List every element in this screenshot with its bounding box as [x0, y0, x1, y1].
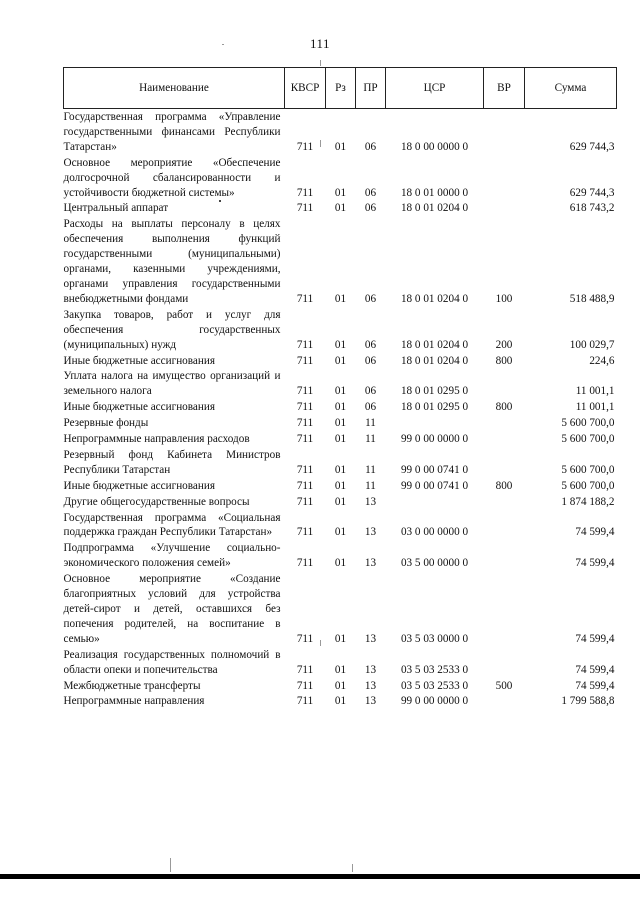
cell-sum: 618 743,2: [569, 202, 615, 215]
cell-sum: 100 029,7: [569, 338, 615, 351]
cell-csr: 99 0 00 0000 0: [400, 433, 469, 446]
cell-name: Резервные фонды: [63, 417, 149, 430]
cell-csr: 18 0 01 0204 0: [400, 202, 469, 215]
cell-pr: 13: [364, 495, 377, 508]
cell-kvsr: 711: [296, 338, 314, 351]
cell-sum: 74 599,4: [575, 679, 615, 692]
cell-vr: [484, 431, 525, 447]
cell-csr: [386, 415, 484, 431]
cell-rz: 01: [334, 695, 347, 708]
cell-rz: 01: [334, 401, 347, 414]
cell-vr: [484, 415, 525, 431]
cell-kvsr: 711: [296, 292, 314, 305]
cell-sum: 224,6: [589, 354, 615, 367]
cell-name: Иные бюджетные ассигнования: [63, 354, 215, 367]
cell-name: Основное мероприятие «Создание благоприятных условий для устройства детей-сирот и детей, оставшихся без попечения родителей, на воспитание в семью»: [63, 573, 281, 645]
cell-kvsr: 711: [296, 679, 314, 692]
cell-csr: 18 0 01 0295 0: [400, 401, 469, 414]
cell-pr: 11: [365, 463, 376, 476]
header-pr: ПР: [356, 68, 386, 109]
cell-kvsr: 711: [296, 354, 314, 367]
cell-kvsr: 711: [296, 495, 314, 508]
cell-sum: 5 600 700,0: [561, 463, 615, 476]
cell-rz: 01: [334, 140, 347, 153]
table-row: [64, 415, 617, 431]
cell-name: Непрограммные направления расходов: [63, 433, 250, 446]
cell-pr: 11: [365, 417, 376, 430]
cell-kvsr: 711: [296, 433, 314, 446]
cell-csr: 18 0 01 0204 0: [400, 292, 469, 305]
cell-sum: 5 600 700,0: [561, 433, 615, 446]
cell-pr: 06: [364, 140, 377, 153]
cell-vr: [484, 510, 525, 541]
header-name: Наименование: [64, 68, 285, 109]
cell-name: Иные бюджетные ассигнования: [63, 479, 215, 492]
cell-vr: [484, 540, 525, 571]
cell-pr: 06: [364, 338, 377, 351]
cell-sum: 5 600 700,0: [561, 417, 615, 430]
cell-csr: 99 0 00 0741 0: [400, 479, 469, 492]
cell-pr: 06: [364, 354, 377, 367]
table-row: [64, 540, 617, 571]
cell-kvsr: 711: [296, 526, 314, 539]
cell-sum: 74 599,4: [575, 557, 615, 570]
scan-edge: [0, 874, 640, 879]
cell-sum: 5 600 700,0: [561, 479, 615, 492]
table-row: [64, 510, 617, 541]
table-row: [64, 109, 617, 155]
table-row: [64, 571, 617, 647]
table-row: [64, 307, 617, 353]
scan-speck: [170, 858, 171, 872]
cell-pr: 06: [364, 385, 377, 398]
cell-sum: 11 001,1: [575, 385, 615, 398]
cell-vr: 800: [495, 479, 513, 492]
cell-csr: 03 5 00 0000 0: [400, 557, 469, 570]
scan-speck: [222, 44, 224, 45]
cell-pr: 13: [364, 557, 377, 570]
cell-kvsr: 711: [296, 632, 314, 645]
cell-name: Подпрограмма «Улучшение социально-экономического положения семей»: [63, 542, 281, 570]
cell-pr: 11: [365, 479, 376, 492]
table-body: [64, 109, 617, 710]
cell-csr: 18 0 00 0000 0: [400, 140, 469, 153]
cell-rz: 01: [334, 495, 347, 508]
header-rz: Рз: [326, 68, 356, 109]
cell-name: Государственная программа «Управление государственными финансами Республики Татарстан»: [63, 111, 281, 153]
table-row: [64, 353, 617, 369]
cell-rz: 01: [334, 433, 347, 446]
scan-speck: [320, 640, 321, 646]
cell-rz: 01: [334, 663, 347, 676]
cell-vr: [484, 571, 525, 647]
cell-kvsr: 711: [296, 385, 314, 398]
cell-rz: 01: [334, 479, 347, 492]
cell-kvsr: 711: [296, 695, 314, 708]
header-sum: Сумма: [525, 68, 617, 109]
cell-sum: 1 799 588,8: [561, 695, 615, 708]
cell-vr: [484, 693, 525, 709]
cell-csr: 03 5 03 2533 0: [400, 679, 469, 692]
table-row: [64, 155, 617, 201]
cell-name: Центральный аппарат: [63, 202, 169, 215]
cell-sum: 518 488,9: [569, 292, 615, 305]
cell-csr: 99 0 00 0000 0: [400, 695, 469, 708]
cell-rz: 01: [334, 338, 347, 351]
cell-vr: [484, 200, 525, 216]
cell-rz: 01: [334, 292, 347, 305]
cell-csr: 03 5 03 0000 0: [400, 632, 469, 645]
cell-vr: [484, 447, 525, 478]
cell-kvsr: 711: [296, 557, 314, 570]
table-row: [64, 478, 617, 494]
budget-table: [63, 67, 617, 709]
cell-name: Межбюджетные трансферты: [63, 679, 201, 692]
cell-rz: 01: [334, 385, 347, 398]
table-row: [64, 216, 617, 306]
cell-pr: 13: [364, 526, 377, 539]
cell-kvsr: 711: [296, 140, 314, 153]
cell-name: Иные бюджетные ассигнования: [63, 401, 215, 414]
cell-rz: 01: [334, 679, 347, 692]
scan-speck: [320, 140, 321, 147]
header-kvsr: КВСР: [285, 68, 326, 109]
cell-pr: 13: [364, 663, 377, 676]
cell-kvsr: 711: [296, 463, 314, 476]
cell-sum: 74 599,4: [575, 526, 615, 539]
cell-vr: 200: [495, 338, 513, 351]
table-row: [64, 447, 617, 478]
cell-pr: 13: [364, 679, 377, 692]
cell-csr: 18 0 01 0295 0: [400, 385, 469, 398]
cell-name: Государственная программа «Социальная поддержка граждан Республики Татарстан»: [63, 511, 281, 539]
cell-vr: 800: [495, 401, 513, 414]
cell-pr: 06: [364, 202, 377, 215]
table-row: [64, 647, 617, 678]
cell-rz: 01: [334, 417, 347, 430]
cell-name: Закупка товаров, работ и услуг для обеспечения государственных (муниципальных) нужд: [63, 308, 281, 351]
cell-vr: 800: [495, 354, 513, 367]
table-row: [64, 494, 617, 510]
cell-vr: [484, 647, 525, 678]
scan-speck: [219, 200, 221, 202]
page-number: 111: [309, 36, 331, 51]
cell-vr: [484, 368, 525, 399]
cell-pr: 13: [364, 695, 377, 708]
cell-name: Расходы на выплаты персоналу в целях обеспечения выполнения функций государственными (муниципальными) органами, казенными учреждениями, органами управления государственными внебюджетными фондами: [63, 218, 281, 305]
cell-pr: 13: [364, 632, 377, 645]
cell-csr: [386, 494, 484, 510]
cell-vr: [484, 494, 525, 510]
cell-pr: 11: [365, 433, 376, 446]
cell-csr: 99 0 00 0741 0: [400, 463, 469, 476]
scan-speck: [352, 864, 353, 872]
header-csr: ЦСР: [386, 68, 484, 109]
cell-csr: 03 5 03 2533 0: [400, 663, 469, 676]
cell-pr: 06: [364, 186, 377, 199]
cell-csr: 18 0 01 0000 0: [400, 186, 469, 199]
cell-name: Непрограммные направления: [63, 695, 205, 708]
cell-kvsr: 711: [296, 186, 314, 199]
cell-rz: 01: [334, 632, 347, 645]
cell-rz: 01: [334, 526, 347, 539]
cell-vr: [484, 155, 525, 201]
cell-kvsr: 711: [296, 401, 314, 414]
scan-speck: [320, 60, 321, 66]
table-row: [64, 693, 617, 709]
cell-name: Реализация государственных полномочий в области опеки и попечительства: [63, 648, 281, 676]
table-row: [64, 368, 617, 399]
cell-kvsr: 711: [296, 202, 314, 215]
cell-kvsr: 711: [296, 417, 314, 430]
table-row: [64, 431, 617, 447]
cell-csr: 18 0 01 0204 0: [400, 354, 469, 367]
cell-sum: 629 744,3: [569, 186, 615, 199]
cell-name: Основное мероприятие «Обеспечение долгосрочной сбалансированности и устойчивости бюджетной системы»: [63, 156, 281, 199]
cell-csr: 18 0 01 0204 0: [400, 338, 469, 351]
cell-kvsr: 711: [296, 663, 314, 676]
cell-pr: 06: [364, 292, 377, 305]
cell-kvsr: 711: [296, 479, 314, 492]
cell-rz: 01: [334, 463, 347, 476]
cell-sum: 74 599,4: [575, 663, 615, 676]
cell-sum: 629 744,3: [569, 140, 615, 153]
cell-rz: 01: [334, 354, 347, 367]
table-row: [64, 200, 617, 216]
cell-vr: 100: [495, 292, 513, 305]
cell-sum: 74 599,4: [575, 632, 615, 645]
cell-vr: 500: [495, 679, 513, 692]
cell-rz: 01: [334, 557, 347, 570]
cell-pr: 06: [364, 401, 377, 414]
cell-sum: 1 874 188,2: [561, 495, 615, 508]
header-vr: ВР: [484, 68, 525, 109]
cell-csr: 03 0 00 0000 0: [400, 526, 469, 539]
cell-vr: [484, 109, 525, 155]
table-header-row: [64, 68, 617, 109]
cell-sum: 11 001,1: [575, 401, 615, 414]
cell-name: Другие общегосударственные вопросы: [63, 495, 250, 508]
table-row: [64, 678, 617, 694]
cell-name: Резервный фонд Кабинета Министров Республики Татарстан: [63, 448, 281, 476]
table-row: [64, 399, 617, 415]
cell-rz: 01: [334, 202, 347, 215]
cell-name: Уплата налога на имущество организаций и земельного налога: [63, 370, 281, 398]
cell-rz: 01: [334, 186, 347, 199]
